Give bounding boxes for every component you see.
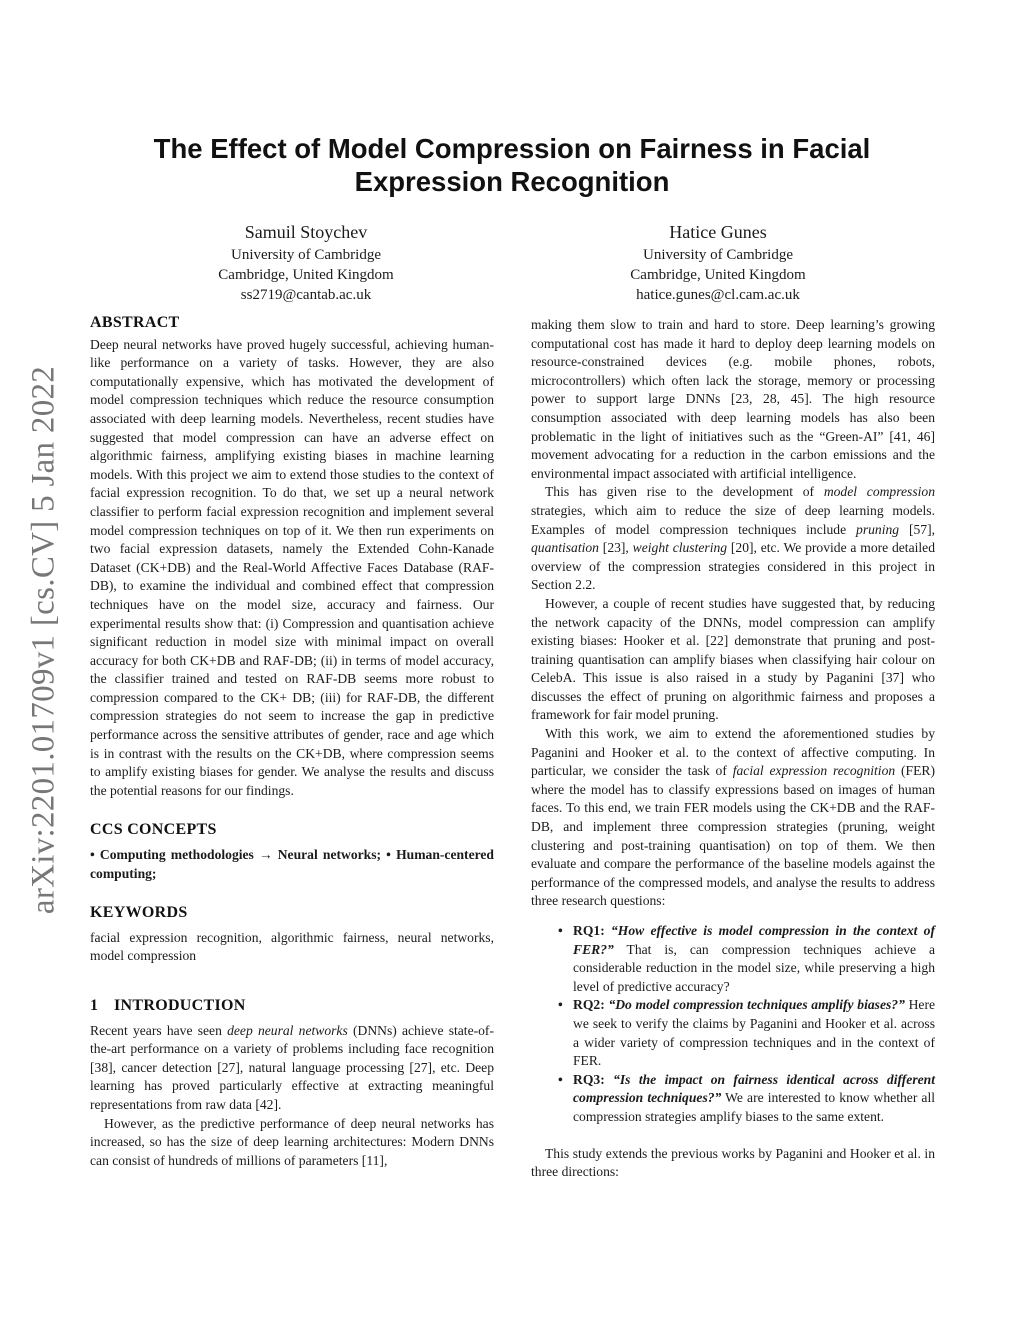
emphasis-run: facial expression recognition: [732, 763, 896, 779]
title-line-2: Expression Recognition: [354, 166, 670, 197]
research-question-item: [558, 922, 935, 996]
introduction-heading: [90, 997, 494, 1016]
text-run: strategies, which aim to reduce the size of deep learning models. Examples of model compression techniques include: [531, 502, 935, 537]
title-line-1: The Effect of Model Compression on Fairness in Facial: [153, 133, 871, 164]
research-question-item: [558, 1071, 936, 1127]
rq-text: That is, can compression techniques achieve a considerable reduction in the model size, while preserving a high level of predictive accuracy?: [573, 941, 935, 994]
section-number: 1: [90, 997, 99, 1014]
abstract-heading: ABSTRACT: [90, 314, 180, 331]
ccs-concepts-text: • Computing methodologies → Neural networks; • Human-centered computing;: [90, 847, 494, 881]
emphasis-run: weight clustering: [632, 540, 728, 556]
right-paragraph-2: [531, 483, 935, 595]
rq-id: RQ2:: [573, 997, 605, 1013]
author-email[interactable]: ss2719@cantab.ac.uk: [240, 287, 372, 303]
right-column: [531, 316, 935, 1182]
emphasis-run: quantisation: [531, 540, 599, 556]
text-run: [23],: [598, 540, 633, 556]
author-block-1: [136, 220, 476, 305]
intro-paragraph-2: However, as the predictive performance of deep neural networks has increased, so has the size of deep learning architectures: Modern DNNs can consist of hundreds of millions of parameters [11],: [90, 1115, 494, 1168]
text-run: [20], etc. We provide a more detailed overview of the compression strategies considered in this project in Section 2.2.: [531, 540, 936, 593]
rq-question: “How effective is model compression in the context of FER?”: [573, 923, 935, 957]
author-affiliation: University of Cambridge: [643, 247, 793, 263]
text-run: Recent years have seen: [90, 1022, 228, 1038]
rq-text: We are interested to know whether all compression strategies amplify biases to the same extent.: [573, 1090, 936, 1124]
research-questions-list: [531, 922, 935, 1127]
research-question-item: [558, 996, 936, 1070]
rq-text: Here we seek to verify the claims by Paganini and Hooker et al. across a wider variety of compression techniques and in the context of FER.: [573, 997, 936, 1069]
keywords-text: facial expression recognition, algorithmic fairness, neural networks, model compression: [90, 929, 494, 964]
emphasis-run: deep neural networks: [227, 1022, 348, 1038]
rq-question: “Do model compression techniques amplify biases?”: [608, 997, 905, 1013]
bullet-icon: •: [558, 1071, 563, 1087]
right-paragraph-4: [531, 725, 935, 911]
text-run: With this work, we aim to extend the aforementioned studies by Paganini and Hooker et al. to the context of affective computing. In particular, we consider the task of: [531, 726, 935, 779]
abstract-text: Deep neural networks have proved hugely successful, achieving human-like performance on a variety of tasks. However, they are also computationally expensive, which has motivated the development of model compression techniques which reduce the resource consumption associated with deep learning models. Nevertheless, recent studies have suggested that model compression can have an adverse effect on algorithmic fairness, amplifying existing biases in machine learning models. With this project we aim to extend those studies to the context of facial expression recognition. To do that, we set up a neural network classifier to perform facial expression recognition and implement several model compression techniques on top of it. We then run experiments on two facial expression datasets, namely the Extended Cohn-Kanade Dataset (CK+DB) and the Real-World Affective Faces Database (RAF-DB), to examine the individual and combined effect that compression techniques have on the model size, accuracy and fairness. Our experimental results show that: (i) Compression and quantisation achieve significant reduction in model size with minimal impact on overall accuracy for both CK+DB and RAF-DB; (ii) in terms of model accuracy, the classifier trained and tested on RAF-DB seems more robust to compression compared to the CK+ DB; (iii) for RAF-DB, the different compression strategies do not seem to increase the gap in predictive performance across the sensitive attributes of gender, race and age which is in contrast with the results on the CK+DB, where compression seems to amplify existing biases for gender. We analyse the results and discuss the potential reasons for our findings.: [90, 336, 494, 798]
right-paragraph-1: making them slow to train and hard to store. Deep learning’s growing computational cost has made it hard to deploy deep learning models on resource-constrained devices (e.g. mobile phones, robots, microcontrollers) which often lack the storage, memory or processing power to support large DNNs [23, 28, 45]. The high resource consumption associated with deep learning models has also been problematic in the light of initiatives such as the “Green-AI” [41, 46] movement advocating for a reduction in the carbon emissions and the environmental impact associated with artificial intelligence.: [531, 317, 935, 481]
author-name: Samuil Stoychev: [244, 222, 368, 242]
rq-id: RQ1:: [573, 923, 605, 938]
bullet-icon: •: [558, 997, 563, 1013]
author-location: Cambridge, United Kingdom: [218, 267, 394, 283]
emphasis-run: model compression: [823, 484, 935, 500]
emphasis-run: pruning: [856, 521, 900, 537]
author-location: Cambridge, United Kingdom: [630, 267, 806, 283]
text-run: [57],: [899, 521, 935, 537]
author-email[interactable]: hatice.gunes@cl.cam.ac.uk: [636, 287, 800, 303]
right-paragraph-3: However, a couple of recent studies have suggested that, by reducing the network capacity of the DNNs, model compression can amplify existing biases: Hooker et al. [22] demonstrate that pruning and post-training quantisation can amplify biases when classifying hair colour on CelebA. This issue is also raised in a study by Paganini [37] who discusses the effect of pruning on algorithmic fairness and proposes a framework for fair model pruning.: [531, 595, 935, 723]
closing-paragraph: This study extends the previous works by Paganini and Hooker et al. in three directions:: [531, 1145, 935, 1180]
left-column: [90, 314, 494, 1170]
author-affiliation: University of Cambridge: [231, 247, 381, 263]
arxiv-identifier: arXiv:2201.01709v1 [cs.CV] 5 Jan 2022: [25, 365, 62, 915]
author-name: Hatice Gunes: [669, 222, 767, 242]
ccs-concepts-heading: CCS CONCEPTS: [90, 821, 217, 839]
text-run: (FER) where the model has to classify expressions based on images of human faces. To this end, we train FER models using the CK+DB and the RAF-DB, and implement three compression strategies (pruning, weight clustering and post-training quantisation) on top of them. We then evaluate and compare the performance of the baseline models against the performance of the compressed models, and analyse the results to address three research questions:: [531, 763, 935, 909]
rq-id: RQ3:: [573, 1071, 605, 1087]
intro-paragraph-1: [90, 1022, 494, 1115]
keywords-heading: KEYWORDS: [90, 904, 188, 922]
rq-question: “Is the impact on fairness identical across different compression techniques?”: [573, 1071, 935, 1106]
text-run: (DNNs) achieve state-of-the-art performance on a variety of problems including face recognition [38], cancer detection [27], natural language processing [27], etc. Deep learning has proved particularly effective at extracting meaningful representations from raw data [42].: [90, 1022, 494, 1112]
text-run: This has given rise to the development of: [545, 484, 824, 500]
section-title: INTRODUCTION: [114, 997, 246, 1014]
paper-title: [0, 132, 1024, 198]
author-block-2: [548, 220, 888, 305]
bullet-icon: •: [558, 923, 563, 938]
